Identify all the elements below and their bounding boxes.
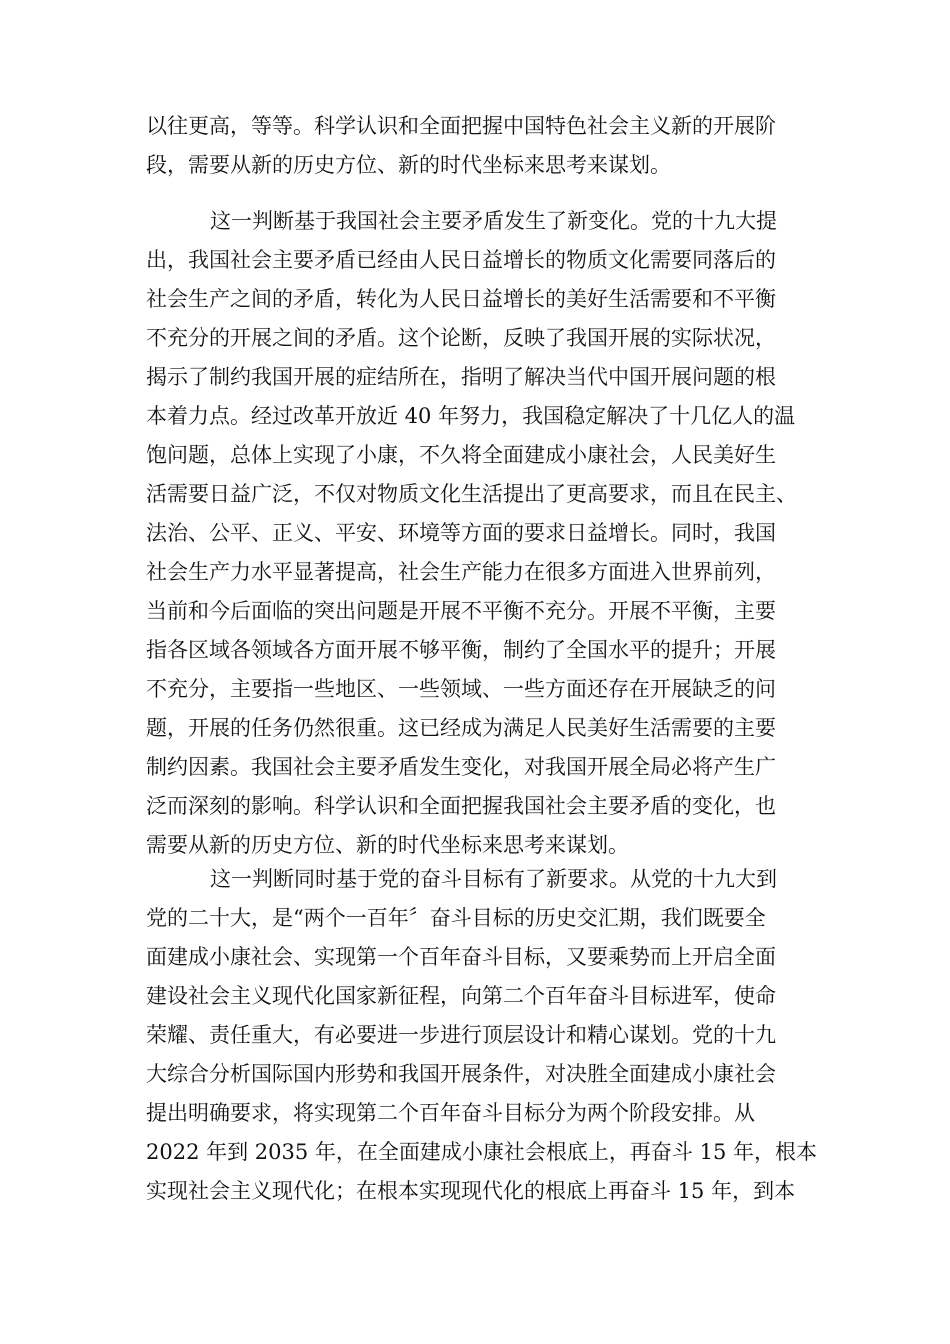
paragraph-line: 以往更高，等等。科学认识和全面把握中国特色社会主义新的开展阶 xyxy=(146,114,776,138)
paragraph-line: 提出明确要求，将实现第二个百年奋斗目标分为两个阶段安排。从 xyxy=(146,1101,755,1125)
paragraph-3 xyxy=(146,860,817,1211)
paragraph-line: 本着力点。经过改革开放近 40 年努力，我国稳定解决了十几亿人的温 xyxy=(146,404,796,428)
paragraph-line: 需要从新的历史方位、新的时代坐标来思考来谋划。 xyxy=(146,833,629,857)
paragraph-line: 大综合分析国际国内形势和我国开展条件，对决胜全面建成小康社会 xyxy=(146,1062,776,1086)
paragraph-line: 实现社会主义现代化；在根本实现现代化的根底上再奋斗 15 年，到本 xyxy=(146,1179,796,1203)
paragraph-line: 段，需要从新的历史方位、新的时代坐标来思考来谋划。 xyxy=(146,153,671,177)
paragraph-line: 这一判断同时基于党的奋斗目标有了新要求。从党的十九大到 xyxy=(210,867,777,891)
paragraph-line: 出，我国社会主要矛盾已经由人民日益增长的物质文化需要同落后的 xyxy=(146,248,776,272)
paragraph-line: 活需要日益广泛，不仅对物质文化生活提出了更高要求，而且在民主、 xyxy=(146,482,797,506)
paragraph-line: 社会生产之间的矛盾，转化为人民日益增长的美好生活需要和不平衡 xyxy=(146,287,776,311)
paragraph-line: 饱问题，总体上实现了小康，不久将全面建成小康社会，人民美好生 xyxy=(146,443,776,467)
paragraph-line: 题，开展的任务仍然很重。这已经成为满足人民美好生活需要的主要 xyxy=(146,716,776,740)
paragraph-line: 这一判断基于我国社会主要矛盾发生了新变化。党的十九大提 xyxy=(210,209,777,233)
paragraph-line: 不充分，主要指一些地区、一些领域、一些方面还存在开展缺乏的问 xyxy=(146,677,776,701)
paragraph-line: 不充分的开展之间的矛盾。这个论断，反映了我国开展的实际状况， xyxy=(146,326,776,350)
paragraph-2 xyxy=(146,202,806,865)
paragraph-line: 泛而深刻的影响。科学认识和全面把握我国社会主要矛盾的变化，也 xyxy=(146,794,776,818)
paragraph-line: 2022 年到 2035 年，在全面建成小康社会根底上，再奋斗 15 年，根本 xyxy=(146,1140,817,1164)
paragraph-line: 制约因素。我国社会主要矛盾发生变化，对我国开展全局必将产生广 xyxy=(146,755,776,779)
paragraph-line: 建设社会主义现代化国家新征程，向第二个百年奋斗目标进军，使命 xyxy=(146,984,776,1008)
paragraph-line: 党的二十大，是“两个一百年〞奋斗目标的历史交汇期，我们既要全 xyxy=(146,906,766,930)
paragraph-line: 指各区域各领域各方面开展不够平衡，制约了全国水平的提升；开展 xyxy=(146,638,776,662)
paragraph-line: 荣耀、责任重大，有必要进一步进行顶层设计和精心谋划。党的十九 xyxy=(146,1023,776,1047)
paragraph-line: 社会生产力水平显著提高，社会生产能力在很多方面进入世界前列， xyxy=(146,560,776,584)
paragraph-1 xyxy=(146,107,806,185)
paragraph-line: 面建成小康社会、实现第一个百年奋斗目标，又要乘势而上开启全面 xyxy=(146,945,776,969)
paragraph-line: 揭示了制约我国开展的症结所在，指明了解决当代中国开展问题的根 xyxy=(146,365,776,389)
paragraph-line: 当前和今后面临的突出问题是开展不平衡不充分。开展不平衡，主要 xyxy=(146,599,776,623)
paragraph-line: 法治、公平、正义、平安、环境等方面的要求日益增长。同时，我国 xyxy=(146,521,776,545)
